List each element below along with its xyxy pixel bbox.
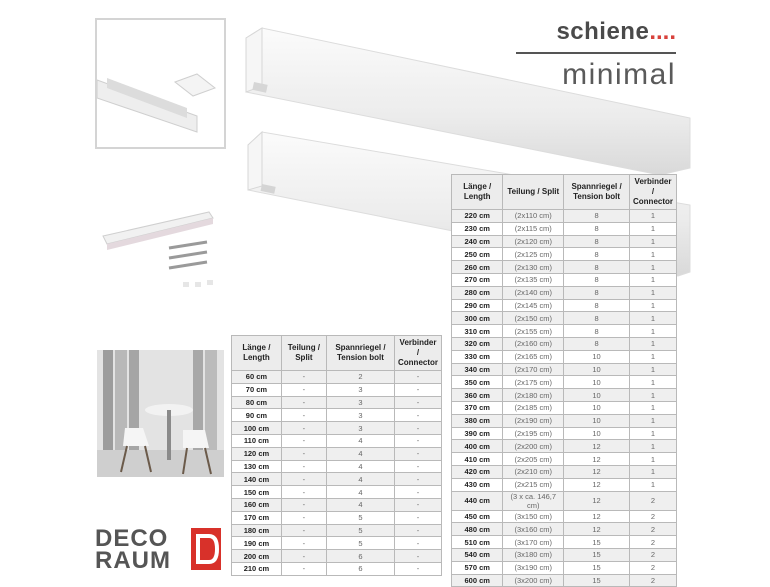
cell-length: 260 cm <box>452 261 503 274</box>
cell-tension-bolt: 4 <box>326 473 394 486</box>
cell-tension-bolt: 2 <box>326 371 394 384</box>
cell-tension-bolt: 10 <box>564 389 630 402</box>
cell-length: 170 cm <box>232 511 282 524</box>
table-row <box>232 460 442 473</box>
cell-connector: 1 <box>630 465 677 478</box>
cell-tension-bolt: 15 <box>564 561 630 574</box>
cell-length: 140 cm <box>232 473 282 486</box>
table-row <box>452 491 677 510</box>
cell-tension-bolt: 3 <box>326 409 394 422</box>
table-row <box>232 524 442 537</box>
col-length: Länge / Length <box>452 175 503 210</box>
cell-split: (2x140 cm) <box>503 286 564 299</box>
cell-length: 80 cm <box>232 396 282 409</box>
cell-length: 180 cm <box>232 524 282 537</box>
cell-length: 240 cm <box>452 235 503 248</box>
table-row <box>452 453 677 466</box>
cell-connector: 1 <box>630 222 677 235</box>
cell-tension-bolt: 10 <box>564 350 630 363</box>
cell-length: 410 cm <box>452 453 503 466</box>
cell-split: (2x205 cm) <box>503 453 564 466</box>
cell-split: (3x160 cm) <box>503 523 564 536</box>
table-row <box>452 510 677 523</box>
cell-connector: 1 <box>630 248 677 261</box>
cell-tension-bolt: 3 <box>326 396 394 409</box>
cell-tension-bolt: 8 <box>564 337 630 350</box>
brand-dots: .... <box>649 18 676 45</box>
table-row <box>232 447 442 460</box>
cell-length: 600 cm <box>452 574 503 587</box>
cell-tension-bolt: 4 <box>326 460 394 473</box>
cell-connector: 2 <box>630 561 677 574</box>
cell-length: 390 cm <box>452 427 503 440</box>
cell-connector: - <box>395 562 442 575</box>
cell-split: - <box>281 447 326 460</box>
cell-split: (2x190 cm) <box>503 414 564 427</box>
cell-split: (2x150 cm) <box>503 312 564 325</box>
cell-connector: 2 <box>630 536 677 549</box>
cell-tension-bolt: 8 <box>564 261 630 274</box>
cell-length: 90 cm <box>232 409 282 422</box>
table-row <box>452 248 677 261</box>
table-row <box>452 574 677 587</box>
brand-name: schiene <box>556 18 650 45</box>
cell-length: 540 cm <box>452 548 503 561</box>
cell-length: 330 cm <box>452 350 503 363</box>
cell-split: - <box>281 498 326 511</box>
cell-tension-bolt: 8 <box>564 235 630 248</box>
cell-length: 400 cm <box>452 440 503 453</box>
cell-length: 100 cm <box>232 422 282 435</box>
cell-length: 570 cm <box>452 561 503 574</box>
cell-length: 130 cm <box>232 460 282 473</box>
cell-split: (2x195 cm) <box>503 427 564 440</box>
cell-split: - <box>281 396 326 409</box>
cell-tension-bolt: 8 <box>564 273 630 286</box>
cell-split: (2x180 cm) <box>503 389 564 402</box>
cell-connector: - <box>395 524 442 537</box>
cell-length: 340 cm <box>452 363 503 376</box>
cell-split: (2x175 cm) <box>503 376 564 389</box>
cell-connector: 1 <box>630 440 677 453</box>
room-scene-icon <box>97 350 224 477</box>
cell-connector: - <box>395 434 442 447</box>
length-table-long <box>451 174 677 587</box>
cell-connector: 1 <box>630 261 677 274</box>
cell-length: 120 cm <box>232 447 282 460</box>
cell-connector: 2 <box>630 523 677 536</box>
table-row <box>452 376 677 389</box>
cell-tension-bolt: 5 <box>326 537 394 550</box>
cell-split: - <box>281 550 326 563</box>
table-row <box>452 536 677 549</box>
cell-length: 450 cm <box>452 510 503 523</box>
col-split: Teilung / Split <box>281 336 326 371</box>
table-row <box>452 337 677 350</box>
cell-split: (3x150 cm) <box>503 510 564 523</box>
cell-length: 440 cm <box>452 491 503 510</box>
cell-split: - <box>281 486 326 499</box>
table-row <box>452 548 677 561</box>
cell-length: 380 cm <box>452 414 503 427</box>
cell-split: - <box>281 473 326 486</box>
cell-tension-bolt: 15 <box>564 548 630 561</box>
brand-title <box>516 18 676 92</box>
cell-length: 310 cm <box>452 325 503 338</box>
table-row <box>452 273 677 286</box>
cell-length: 360 cm <box>452 389 503 402</box>
cell-tension-bolt: 10 <box>564 376 630 389</box>
table-row <box>452 414 677 427</box>
table-row <box>232 498 442 511</box>
cell-tension-bolt: 8 <box>564 286 630 299</box>
cell-connector: 1 <box>630 235 677 248</box>
cell-connector: 2 <box>630 548 677 561</box>
cell-split: - <box>281 511 326 524</box>
table-row <box>452 389 677 402</box>
table-row <box>452 523 677 536</box>
cell-tension-bolt: 8 <box>564 222 630 235</box>
cell-connector: 1 <box>630 350 677 363</box>
cell-length: 350 cm <box>452 376 503 389</box>
table-row <box>452 312 677 325</box>
cell-length: 300 cm <box>452 312 503 325</box>
cell-tension-bolt: 12 <box>564 478 630 491</box>
cell-connector: 1 <box>630 376 677 389</box>
table-row <box>232 537 442 550</box>
cell-connector: 1 <box>630 286 677 299</box>
cell-split: (2x155 cm) <box>503 325 564 338</box>
cell-tension-bolt: 10 <box>564 363 630 376</box>
thumbnail-accessories[interactable] <box>95 182 226 301</box>
cell-length: 190 cm <box>232 537 282 550</box>
cell-connector: 1 <box>630 401 677 414</box>
cell-connector: 1 <box>630 210 677 223</box>
col-connector: Verbinder / Connector <box>395 336 442 371</box>
table-row <box>452 427 677 440</box>
cell-tension-bolt: 4 <box>326 434 394 447</box>
table-row <box>452 286 677 299</box>
cell-tension-bolt: 10 <box>564 427 630 440</box>
cell-tension-bolt: 4 <box>326 447 394 460</box>
cell-split: - <box>281 537 326 550</box>
cell-length: 160 cm <box>232 498 282 511</box>
cell-tension-bolt: 6 <box>326 550 394 563</box>
cell-split: - <box>281 422 326 435</box>
cell-connector: 1 <box>630 312 677 325</box>
cell-length: 230 cm <box>452 222 503 235</box>
cell-split: - <box>281 434 326 447</box>
cell-tension-bolt: 6 <box>326 562 394 575</box>
col-split: Teilung / Split <box>503 175 564 210</box>
col-length: Länge / Length <box>232 336 282 371</box>
cell-split: (3x170 cm) <box>503 536 564 549</box>
cell-tension-bolt: 15 <box>564 536 630 549</box>
cell-connector: 1 <box>630 427 677 440</box>
cell-tension-bolt: 12 <box>564 523 630 536</box>
cell-length: 280 cm <box>452 286 503 299</box>
table-row <box>232 422 442 435</box>
cell-connector: - <box>395 498 442 511</box>
logo-line-2: RAUM <box>95 547 171 574</box>
table-row <box>452 440 677 453</box>
logo-mark-icon <box>191 528 221 570</box>
table-row <box>452 210 677 223</box>
table-row <box>452 299 677 312</box>
cell-connector: 1 <box>630 414 677 427</box>
accessories-icon <box>97 184 224 299</box>
cell-connector: - <box>395 460 442 473</box>
cell-tension-bolt: 3 <box>326 422 394 435</box>
cell-tension-bolt: 12 <box>564 491 630 510</box>
table-row <box>452 235 677 248</box>
cell-length: 200 cm <box>232 550 282 563</box>
decoraum-logo <box>95 525 171 574</box>
cell-length: 220 cm <box>452 210 503 223</box>
cell-split: - <box>281 409 326 422</box>
cell-connector: 1 <box>630 389 677 402</box>
cell-split: (2x185 cm) <box>503 401 564 414</box>
cell-length: 60 cm <box>232 371 282 384</box>
col-connector: Verbinder / Connector <box>630 175 677 210</box>
cell-split: (2x135 cm) <box>503 273 564 286</box>
table-row <box>452 325 677 338</box>
thumbnail-room-scene[interactable] <box>95 348 226 479</box>
cell-length: 420 cm <box>452 465 503 478</box>
cell-connector: 1 <box>630 363 677 376</box>
cell-tension-bolt: 10 <box>564 401 630 414</box>
cell-split: - <box>281 524 326 537</box>
table-row <box>452 261 677 274</box>
cell-connector: 1 <box>630 299 677 312</box>
table-row <box>232 562 442 575</box>
cell-split: (2x215 cm) <box>503 478 564 491</box>
cell-split: (2x120 cm) <box>503 235 564 248</box>
cell-tension-bolt: 4 <box>326 498 394 511</box>
cell-connector: - <box>395 473 442 486</box>
cell-tension-bolt: 5 <box>326 524 394 537</box>
cell-connector: - <box>395 537 442 550</box>
cell-split: - <box>281 562 326 575</box>
cell-tension-bolt: 8 <box>564 248 630 261</box>
cell-tension-bolt: 3 <box>326 383 394 396</box>
cell-tension-bolt: 10 <box>564 414 630 427</box>
table-row <box>232 434 442 447</box>
thumbnail-rail-profile[interactable] <box>95 18 226 149</box>
col-tension-bolt: Spannriegel / Tension bolt <box>326 336 394 371</box>
brand-divider <box>516 52 676 54</box>
cell-connector: - <box>395 396 442 409</box>
cell-length: 510 cm <box>452 536 503 549</box>
cell-length: 150 cm <box>232 486 282 499</box>
cell-tension-bolt: 8 <box>564 312 630 325</box>
cell-split: (3x180 cm) <box>503 548 564 561</box>
cell-split: (2x125 cm) <box>503 248 564 261</box>
logo-line-1: DECO <box>95 525 169 552</box>
cell-length: 480 cm <box>452 523 503 536</box>
cell-split: (2x160 cm) <box>503 337 564 350</box>
cell-tension-bolt: 12 <box>564 453 630 466</box>
cell-connector: - <box>395 409 442 422</box>
cell-tension-bolt: 8 <box>564 299 630 312</box>
cell-connector: 1 <box>630 325 677 338</box>
cell-connector: 2 <box>630 574 677 587</box>
table-row <box>232 371 442 384</box>
cell-tension-bolt: 12 <box>564 440 630 453</box>
cell-connector: - <box>395 486 442 499</box>
table-row <box>232 486 442 499</box>
table-row <box>232 511 442 524</box>
cell-length: 210 cm <box>232 562 282 575</box>
table-row <box>232 473 442 486</box>
table-row <box>452 222 677 235</box>
cell-split: (2x210 cm) <box>503 465 564 478</box>
cell-connector: 2 <box>630 491 677 510</box>
cell-connector: - <box>395 383 442 396</box>
cell-length: 110 cm <box>232 434 282 447</box>
cell-split: (3x200 cm) <box>503 574 564 587</box>
table-row <box>452 465 677 478</box>
cell-length: 320 cm <box>452 337 503 350</box>
table-row <box>232 550 442 563</box>
cell-tension-bolt: 4 <box>326 486 394 499</box>
cell-tension-bolt: 15 <box>564 574 630 587</box>
cell-split: (3 x ca. 146,7 cm) <box>503 491 564 510</box>
cell-length: 370 cm <box>452 401 503 414</box>
cell-split: - <box>281 460 326 473</box>
cell-split: (2x145 cm) <box>503 299 564 312</box>
table-row <box>232 383 442 396</box>
cell-split: (2x110 cm) <box>503 210 564 223</box>
cell-connector: 2 <box>630 510 677 523</box>
cell-connector: - <box>395 447 442 460</box>
cell-split: (2x115 cm) <box>503 222 564 235</box>
cell-length: 430 cm <box>452 478 503 491</box>
table-row <box>452 363 677 376</box>
cell-split: (3x190 cm) <box>503 561 564 574</box>
cell-tension-bolt: 12 <box>564 510 630 523</box>
cell-split: - <box>281 383 326 396</box>
cell-connector: - <box>395 422 442 435</box>
table-row <box>452 478 677 491</box>
table-row <box>452 350 677 363</box>
length-table-short <box>231 335 442 576</box>
brand-subtitle: minimal <box>562 58 676 91</box>
cell-length: 290 cm <box>452 299 503 312</box>
cell-tension-bolt: 5 <box>326 511 394 524</box>
cell-length: 250 cm <box>452 248 503 261</box>
rail-profile-icon <box>97 20 224 147</box>
table-row <box>452 561 677 574</box>
cell-split: (2x200 cm) <box>503 440 564 453</box>
cell-connector: 1 <box>630 337 677 350</box>
cell-connector: 1 <box>630 453 677 466</box>
cell-connector: - <box>395 550 442 563</box>
table-row <box>452 401 677 414</box>
cell-length: 70 cm <box>232 383 282 396</box>
cell-tension-bolt: 8 <box>564 325 630 338</box>
cell-connector: 1 <box>630 273 677 286</box>
table-row <box>232 409 442 422</box>
cell-split: - <box>281 371 326 384</box>
cell-connector: - <box>395 371 442 384</box>
cell-split: (2x170 cm) <box>503 363 564 376</box>
col-tension-bolt: Spannriegel / Tension bolt <box>564 175 630 210</box>
cell-length: 270 cm <box>452 273 503 286</box>
cell-tension-bolt: 12 <box>564 465 630 478</box>
cell-split: (2x165 cm) <box>503 350 564 363</box>
cell-split: (2x130 cm) <box>503 261 564 274</box>
table-row <box>232 396 442 409</box>
cell-connector: - <box>395 511 442 524</box>
cell-tension-bolt: 8 <box>564 210 630 223</box>
cell-connector: 1 <box>630 478 677 491</box>
